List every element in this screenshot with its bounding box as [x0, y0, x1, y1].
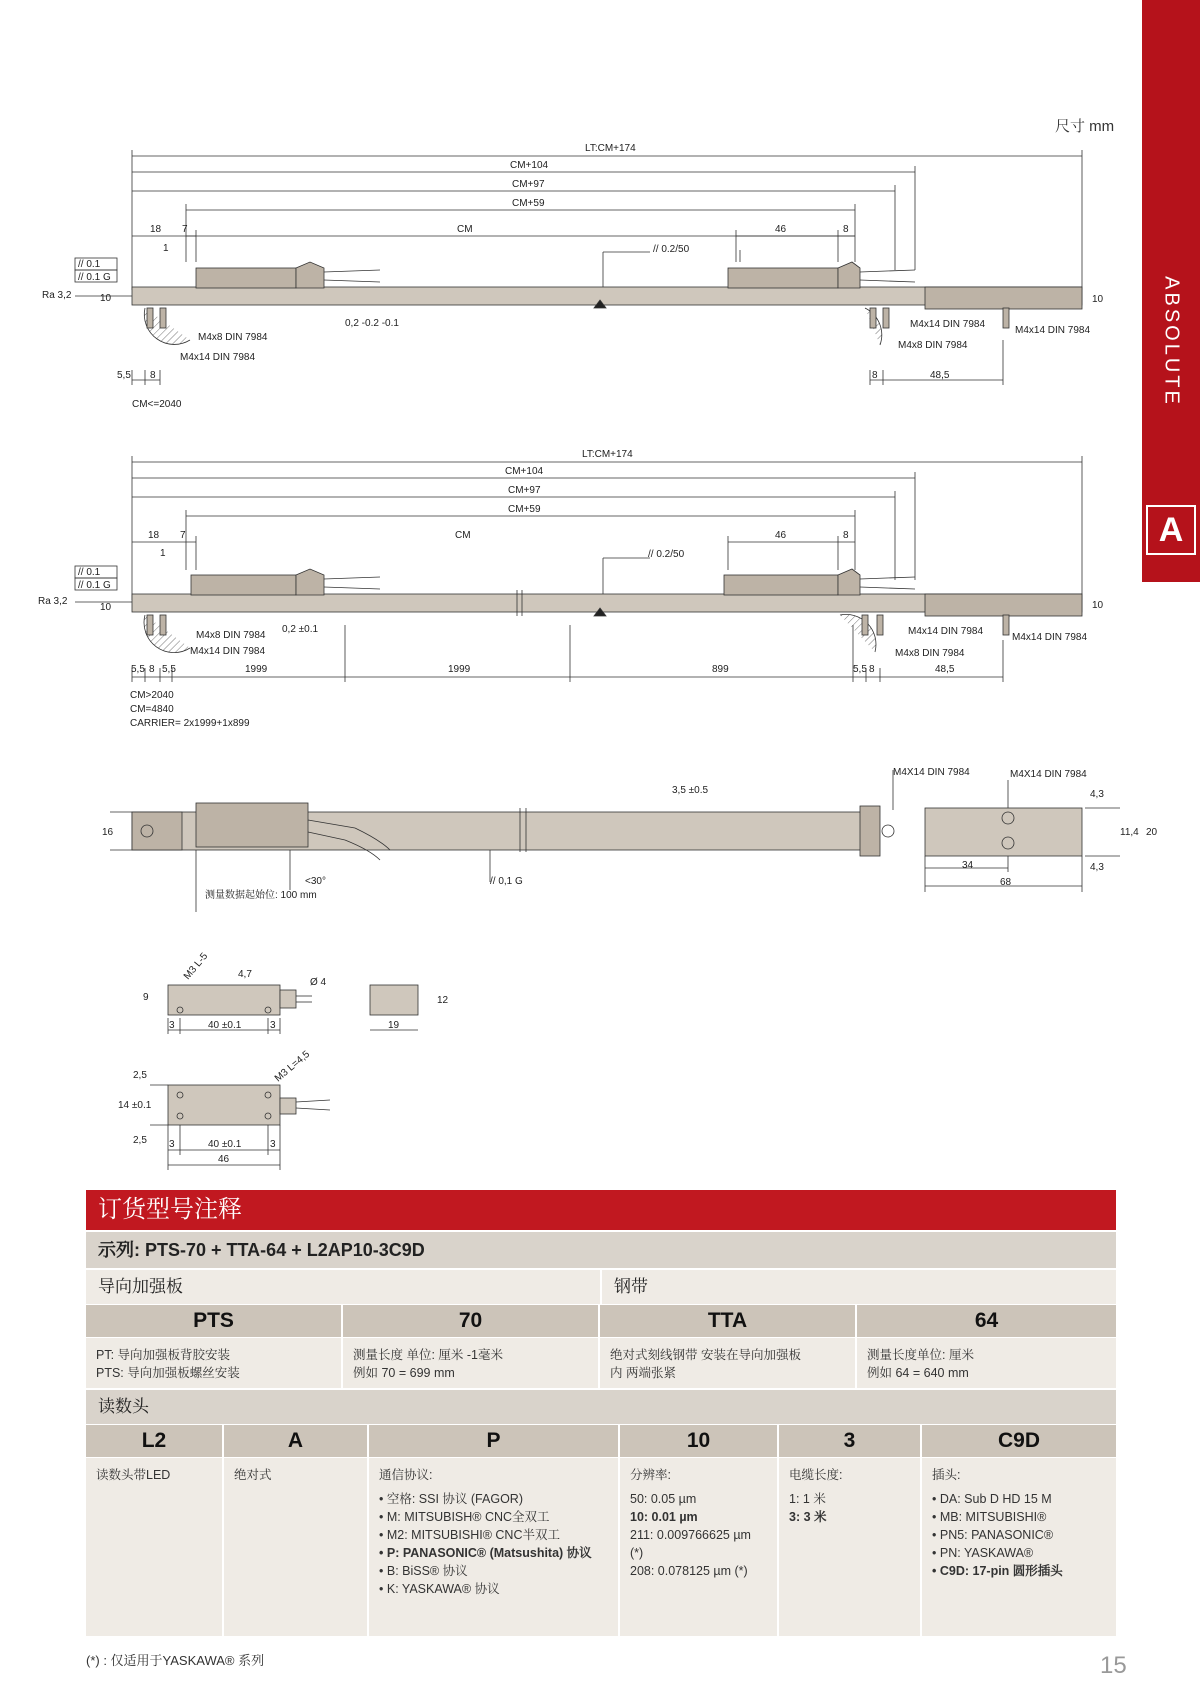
- desc-pts: [86, 1338, 341, 1388]
- cable-angle: <30°: [305, 876, 326, 887]
- desc-connector-title: 插头:: [932, 1468, 961, 1482]
- desc-tta-line2: 内 两端张紧: [610, 1366, 676, 1380]
- dim-3-c: 3: [169, 1139, 175, 1150]
- dim-7: 7: [180, 530, 186, 541]
- resolution-item: 10: 0.01 µm: [630, 1510, 698, 1524]
- desc-row-2: [86, 1458, 1116, 1636]
- dim-dia-4: Ø 4: [310, 977, 327, 988]
- desc-protocol: [369, 1458, 618, 1636]
- desc-l2: [86, 1458, 222, 1636]
- order-example: 示列: PTS-70 + TTA-64 + L2AP10-3C9D: [98, 1240, 425, 1260]
- dim-2-5-b: 2,5: [133, 1135, 147, 1146]
- code-3: 3: [779, 1425, 920, 1457]
- dim-8-right: 8: [872, 370, 878, 381]
- screw-m4x14-right: M4x14 DIN 7984: [908, 626, 984, 637]
- tol-par-g: // 0.1 G: [78, 580, 111, 591]
- desc-64: [857, 1338, 1116, 1388]
- dim-5-5: 5,5: [117, 370, 131, 381]
- protocol-item: • K: YASKAWA® 协议: [379, 1580, 608, 1598]
- dim-46: 46: [775, 530, 787, 541]
- desc-a: [224, 1458, 367, 1636]
- dim-3-b: 3: [270, 1020, 276, 1031]
- dim-10-right: 10: [1092, 294, 1104, 305]
- dim-5-5-b: 5,5: [162, 664, 176, 675]
- desc-resolution-title: 分辨率:: [630, 1468, 671, 1482]
- section-row-1: [86, 1270, 1116, 1304]
- dim-1999-b: 1999: [448, 664, 471, 675]
- dim-5-5-c: 5,5: [853, 664, 867, 675]
- dim-34: 34: [962, 860, 974, 871]
- dim-10-right: 10: [1092, 600, 1104, 611]
- dim-7: 7: [182, 224, 188, 235]
- dim-19: 19: [388, 1020, 400, 1031]
- roughness: Ra 3,2: [42, 290, 72, 301]
- dim-18: 18: [148, 530, 160, 541]
- order-example-row: [86, 1232, 1116, 1268]
- protocol-item: • M: MITSUBISH® CNC全双工: [379, 1508, 608, 1526]
- protocol-item: • P: PANASONIC® (Matsushita) 协议: [379, 1544, 608, 1562]
- thread-m3-b: M3 L=4,5: [272, 1048, 313, 1085]
- section-readhead: 读数头: [98, 1397, 149, 1416]
- code-10: 10: [620, 1425, 777, 1457]
- connector-item: • C9D: 17-pin 圆形插头: [932, 1562, 1106, 1580]
- roughness: Ra 3,2: [38, 596, 68, 607]
- section-tab-label: ABSOLUTE: [1160, 276, 1183, 407]
- dim-68: 68: [1000, 877, 1012, 888]
- dim-3-d: 3: [270, 1139, 276, 1150]
- desc-l2-text: 读数头带LED: [96, 1468, 171, 1482]
- dim-8: 8: [843, 530, 849, 541]
- dim-16: 16: [102, 827, 114, 838]
- dim-14: 14 ±0.1: [118, 1100, 152, 1111]
- dim-40-b: 40 ±0.1: [208, 1139, 242, 1150]
- dim-46: 46: [218, 1154, 230, 1165]
- desc-tta-line1: 绝对式刻线钢带 安装在导向加强板: [610, 1348, 801, 1362]
- dim-4-3-b: 4,3: [1090, 862, 1104, 873]
- tol-parallel: // 0.2/50: [653, 244, 690, 255]
- desc-protocol-title: 通信协议:: [379, 1468, 433, 1482]
- desc-pts-line2: PTS: 导向加强板螺丝安装: [96, 1366, 240, 1380]
- desc-70-line1: 测量长度 单位: 厘米 -1毫米: [353, 1348, 504, 1362]
- dim-11-4: 11,4: [1120, 827, 1139, 838]
- protocol-item: • 空格: SSI 协议 (FAGOR): [379, 1490, 608, 1508]
- section-letter-badge: A: [1146, 505, 1196, 555]
- dim-gap: 0,2 -0.2 -0.1: [345, 318, 399, 329]
- thread-m3-a: M3 L-5: [181, 951, 211, 982]
- desc-70: [343, 1338, 598, 1388]
- code-tta: TTA: [600, 1305, 855, 1337]
- connector-item: • PN5: PANASONIC®: [932, 1526, 1106, 1544]
- dim-8-left: 8: [150, 370, 156, 381]
- note-cm-eq: CM=4840: [130, 704, 174, 715]
- dim-lt: LT:CM+174: [585, 143, 636, 154]
- dim-20: 20: [1146, 827, 1158, 838]
- note-cm: CM<=2040: [132, 399, 182, 410]
- dim-lt: LT:CM+174: [582, 449, 633, 460]
- footnote: (*) : 仅适用于YASKAWA® 系列: [86, 1653, 265, 1668]
- desc-64-line1: 测量长度单位: 厘米: [867, 1348, 974, 1362]
- resolution-item: 50: 0.05 µm: [630, 1492, 697, 1506]
- dim-10-left: 10: [100, 602, 112, 613]
- cable-item: 1: 1 米: [789, 1492, 826, 1506]
- dim-5-5-a: 5,5: [131, 664, 145, 675]
- code-64: 64: [857, 1305, 1116, 1337]
- dim-8: 8: [149, 664, 155, 675]
- desc-a-text: 绝对式: [234, 1468, 272, 1482]
- code-pts: PTS: [86, 1305, 341, 1337]
- desc-cable: [779, 1458, 920, 1636]
- code-row-1: [86, 1305, 1116, 1337]
- screw-m4x14-b: M4X14 DIN 7984: [1010, 769, 1087, 780]
- desc-pts-line1: PT: 导向加强板背胶安装: [96, 1348, 231, 1362]
- screw-m4x14-far: M4x14 DIN 7984: [1015, 325, 1091, 336]
- dim-4-3-a: 4,3: [1090, 789, 1104, 800]
- code-l2: L2: [86, 1425, 222, 1457]
- dim-3-5: 3,5 ±0.5: [672, 785, 709, 796]
- dim-18: 18: [150, 224, 162, 235]
- dim-48-5: 48,5: [930, 370, 950, 381]
- note-cm-gt: CM>2040: [130, 690, 174, 701]
- desc-cable-title: 电缆长度:: [789, 1468, 843, 1482]
- desc-row-1: [86, 1338, 1116, 1388]
- section-guide: 导向加强板: [98, 1277, 183, 1296]
- dim-12: 12: [437, 995, 449, 1006]
- dim-8: 8: [843, 224, 849, 235]
- desc-70-line2: 例如 70 = 699 mm: [353, 1366, 455, 1380]
- screw-m4x8: M4x8 DIN 7984: [198, 332, 268, 343]
- dim-cm59: CM+59: [512, 198, 545, 209]
- code-70: 70: [343, 1305, 598, 1337]
- code-a: A: [224, 1425, 367, 1457]
- desc-tta: [600, 1338, 855, 1388]
- dim-10-left: 10: [100, 293, 112, 304]
- dim-cm104: CM+104: [510, 160, 549, 171]
- order-header: 订货型号注释: [86, 1190, 1116, 1230]
- dim-2-5-a: 2,5: [133, 1070, 147, 1081]
- dim-899: 899: [712, 664, 729, 675]
- tol-flat: // 0.1: [78, 259, 101, 270]
- dim-gap: 0,2 ±0.1: [282, 624, 319, 635]
- connector-item: • MB: MITSUBISHI®: [932, 1508, 1106, 1526]
- dim-3-a: 3: [169, 1020, 175, 1031]
- tol-parallel: // 0.2/50: [648, 549, 685, 560]
- resolution-item: 208: 0.078125 µm (*): [630, 1564, 748, 1578]
- dim-9: 9: [143, 992, 149, 1003]
- screw-m4x14-right: M4x14 DIN 7984: [910, 319, 986, 330]
- dim-1: 1: [160, 548, 166, 559]
- protocol-item: • B: BiSS® 协议: [379, 1562, 608, 1580]
- tol-par-g: // 0,1 G: [490, 876, 523, 887]
- screw-m4x8: M4x8 DIN 7984: [196, 630, 266, 641]
- protocol-item: • M2: MITSUBISHI® CNC半双工: [379, 1526, 608, 1544]
- connector-item: • DA: Sub D HD 15 M: [932, 1490, 1106, 1508]
- connector-item: • PN: YASKAWA®: [932, 1544, 1106, 1562]
- tol-par-g: // 0.1 G: [78, 272, 111, 283]
- dim-cm97: CM+97: [508, 485, 541, 496]
- screw-m4x14: M4x14 DIN 7984: [180, 352, 256, 363]
- dim-48-5: 48,5: [935, 664, 955, 675]
- code-c9d: C9D: [922, 1425, 1116, 1457]
- screw-m4x14: M4x14 DIN 7984: [190, 646, 266, 657]
- dim-cm97: CM+97: [512, 179, 545, 190]
- code-row-2: [86, 1425, 1116, 1457]
- dim-46: 46: [775, 224, 787, 235]
- dim-cm59: CM+59: [508, 504, 541, 515]
- desc-connector: [922, 1458, 1116, 1636]
- dim-1999-a: 1999: [245, 664, 268, 675]
- dim-cm: CM: [455, 530, 471, 541]
- cable-item: 3: 3 米: [789, 1510, 827, 1524]
- section-row-2: [86, 1390, 1116, 1424]
- note-carrier: CARRIER= 2x1999+1x899: [130, 718, 250, 729]
- screw-m4x8-right: M4x8 DIN 7984: [898, 340, 968, 351]
- section-tape: 钢带: [600, 1270, 1116, 1304]
- caption-measure-start: 测量数据起始位: 100 mm: [205, 890, 317, 901]
- screw-m4x8-right: M4x8 DIN 7984: [895, 648, 965, 659]
- dim-4-7: 4,7: [238, 969, 252, 980]
- dim-cm104: CM+104: [505, 466, 544, 477]
- desc-64-line2: 例如 64 = 640 mm: [867, 1366, 969, 1380]
- dim-8-right: 8: [869, 664, 875, 675]
- desc-resolution: [620, 1458, 777, 1636]
- dim-cm: CM: [457, 224, 473, 235]
- code-p: P: [369, 1425, 618, 1457]
- dim-1: 1: [163, 243, 169, 254]
- screw-m4x14-far: M4x14 DIN 7984: [1012, 632, 1088, 643]
- units-label: 尺寸 mm: [1055, 118, 1115, 135]
- tol-flat: // 0.1: [78, 567, 101, 578]
- resolution-item: 211: 0.009766625 µm (*): [630, 1528, 751, 1560]
- dim-40-a: 40 ±0.1: [208, 1020, 242, 1031]
- page-number: 15: [1100, 1652, 1127, 1679]
- screw-m4x14-a: M4X14 DIN 7984: [893, 767, 970, 778]
